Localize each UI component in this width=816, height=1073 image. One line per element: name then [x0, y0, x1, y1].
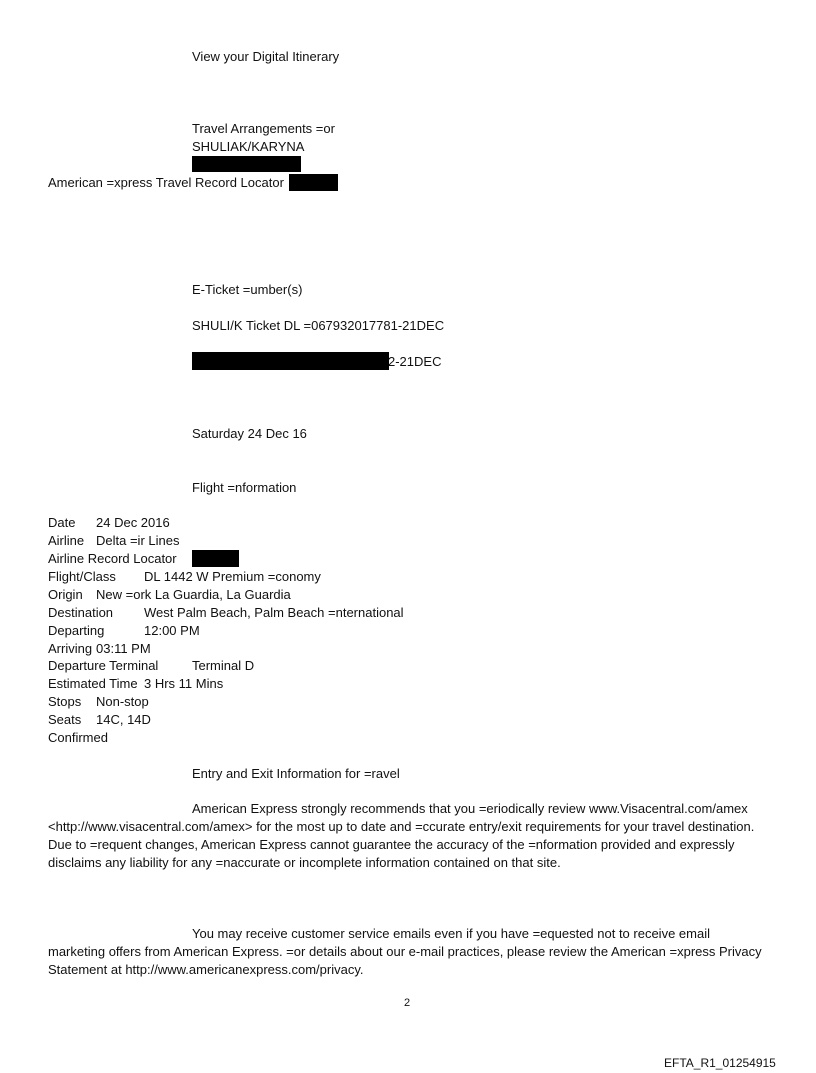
departing-label: Departing: [48, 623, 105, 638]
day-heading: Saturday 24 Dec 16: [192, 426, 307, 441]
booking-status: Confirmed: [48, 730, 108, 745]
redaction-block: [192, 550, 239, 567]
origin-label: Origin: [48, 587, 83, 602]
view-itinerary-link: View your Digital Itinerary: [192, 49, 340, 64]
flight-info-heading: Flight =nformation: [192, 480, 297, 495]
stops-label: Stops: [48, 694, 82, 709]
stops-value: Non-stop: [96, 694, 149, 709]
traveler-name: SHULIAK/KARYNA: [192, 139, 305, 154]
email-notice-rest: marketing offers from American Express. =or details about our e-mail practices, please review the American =xpress Privacy Statement at http://www.americanexpress.com/privacy.: [48, 944, 762, 977]
eticket-heading: E-Ticket =umber(s): [192, 282, 303, 297]
airline-locator-label: Airline Record Locator: [48, 551, 177, 566]
page-number: 2: [404, 997, 411, 1009]
date-label: Date: [48, 515, 76, 530]
entry-exit-paragraph-rest: www.Visacentral.com/amex <http://www.visacentral.com/amex> for the most up to date and =ccurate entry/exit requirements for your travel destination. Due to =requent changes, American Express cannot guarantee the accuracy of the =nformation provided and expressly disclaims any liability for any =naccurate or incomplete information contained on that site.: [48, 801, 755, 870]
date-value: 24 Dec 2016: [96, 515, 170, 530]
email-notice-paragraph: [48, 925, 768, 979]
email-notice-first: You may receive customer service emails even if you have =equested not to receive email: [192, 926, 710, 941]
eticket-line-1: SHULI/K Ticket DL =067932017781-21DEC: [192, 318, 445, 333]
estimated-time-value: 3 Hrs 11 Mins: [144, 676, 224, 691]
origin-value: New =ork La Guardia, La Guardia: [96, 587, 291, 602]
eticket-line-2-suffix: 2-21DEC: [388, 354, 442, 369]
redaction-block: [192, 156, 301, 172]
arriving-value: 03:11 PM: [96, 641, 151, 656]
travel-arrangements-label: Travel Arrangements =or: [192, 121, 335, 136]
departing-value: 12:00 PM: [144, 623, 200, 638]
arriving-label: Arriving: [48, 641, 93, 656]
terminal-label: Departure Terminal: [48, 658, 159, 673]
entry-exit-heading: Entry and Exit Information for =ravel: [192, 766, 400, 781]
estimated-time-label: Estimated Time: [48, 676, 138, 691]
entry-exit-paragraph-first: American Express strongly recommends that you =eriodically review: [192, 801, 586, 816]
destination-label: Destination: [48, 605, 114, 620]
redaction-block: [289, 174, 338, 191]
flight-class-value: DL 1442 W Premium =conomy: [144, 569, 321, 584]
redaction-block: [192, 352, 389, 370]
terminal-value: Terminal D: [192, 658, 255, 673]
destination-value: West Palm Beach, Palm Beach =nternational: [144, 605, 404, 620]
document-id: EFTA_R1_01254915: [664, 1056, 776, 1070]
seats-label: Seats: [48, 712, 82, 727]
airline-value: Delta =ir Lines: [96, 533, 180, 548]
flight-class-label: Flight/Class: [48, 569, 116, 584]
seats-value: 14C, 14D: [96, 712, 151, 727]
entry-exit-paragraph: [48, 800, 768, 872]
record-locator-label: American =xpress Travel Record Locator: [48, 175, 284, 190]
airline-label: Airline: [48, 533, 85, 548]
